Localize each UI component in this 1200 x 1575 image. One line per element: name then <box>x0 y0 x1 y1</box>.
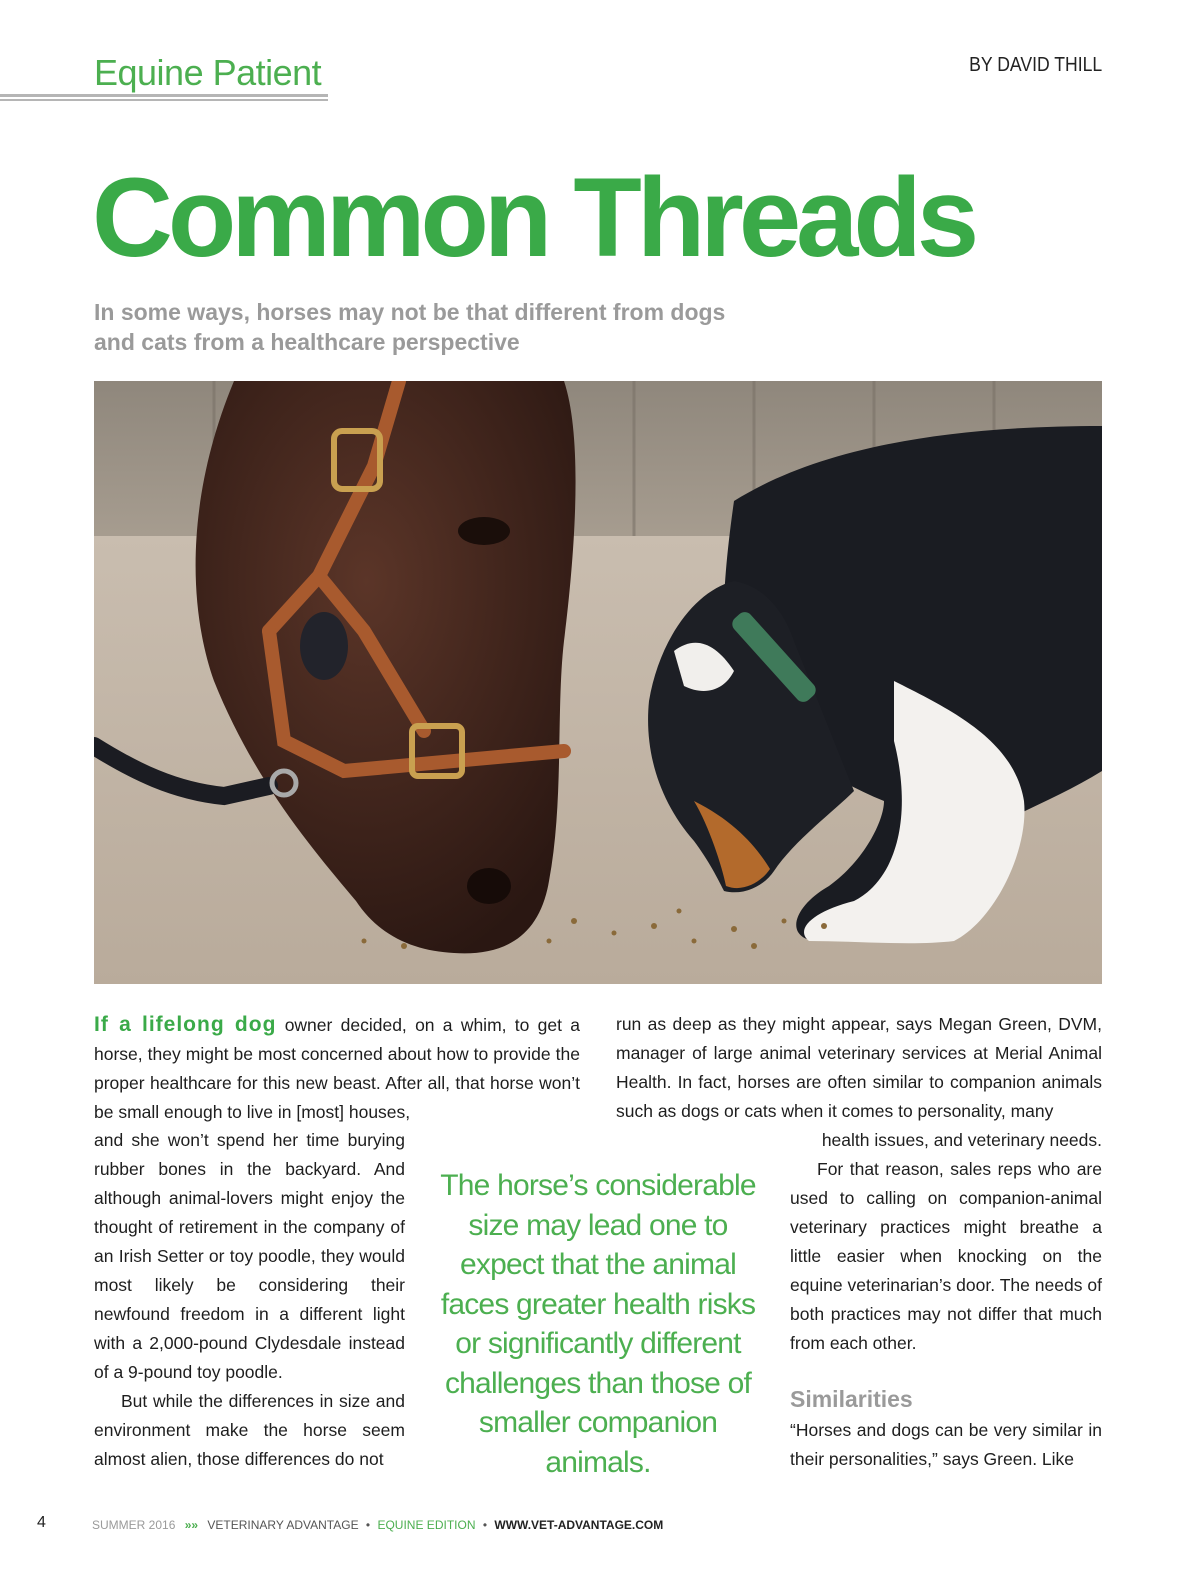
footer-arrows-icon: »» <box>184 1518 199 1532</box>
footer-dot: • <box>365 1518 371 1532</box>
page-footer <box>0 1514 1200 1538</box>
footer-publication: VETERINARY ADVANTAGE <box>207 1518 359 1532</box>
horse-and-dog-photo-icon <box>94 381 1102 984</box>
footer-line <box>92 1518 663 1532</box>
body-column-c <box>94 1126 405 1474</box>
body-text-e: “Horses and dogs can be very similar in their personalities,” says Green. Like <box>790 1420 1102 1469</box>
subhead-similarities: Similarities <box>790 1386 913 1412</box>
footer-season: SUMMER 2016 <box>92 1518 176 1532</box>
section-label: Equine Patient <box>94 52 322 93</box>
body-text-b: run as deep as they might appear, says Megan Green, DVM, manager of large animal veterinary services at Merial Animal Health. In fact, horses are often similar to companion animals such as dogs or cats when it comes to personality, many <box>616 1014 1102 1121</box>
page-number: 4 <box>37 1514 46 1531</box>
footer-edition: EQUINE EDITION <box>377 1518 476 1532</box>
body-text-c2: But while the differences in size and environment make the horse seem almost alien, those differences do not <box>94 1391 405 1469</box>
footer-url-link[interactable]: WWW.VET-ADVANTAGE.COM <box>494 1518 664 1532</box>
byline: BY DAVID THILL <box>968 54 1102 76</box>
body-text-d1: health issues, and veterinary needs. <box>821 1130 1102 1150</box>
body-text-c1: and she won’t spend her time burying rubber bones in the backyard. And although animal-lovers might enjoy the thought of retirement in the company of an Irish Setter or toy poodle, they would most likely be considering their newfound freedom in a different light with a 2,000-pound Clydesdale instead of a 9-pound toy poodle. <box>94 1130 405 1382</box>
body-column-a <box>94 1010 580 1127</box>
section-rule-secondary <box>0 99 328 101</box>
body-text-a: owner decided, on a whim, to get a horse, they might be most concerned about how to provide the proper healthcare for this new beast. After all, that horse won’t be small enough to live in [most] houses, <box>94 1015 580 1122</box>
lead-in: If a lifelong dog <box>94 1013 277 1036</box>
article-title: Common Threads <box>92 155 975 280</box>
pull-quote: The horse’s considerable size may lead one to expect that the animal faces greater health risks or significantly different challenges than those of smaller companion animals. <box>440 1169 756 1479</box>
body-column-d <box>790 1126 1102 1358</box>
body-text-d2: For that reason, sales reps who are used to calling on companion-animal veterinary practices might breathe a little easier when knocking on the equine veterinarian’s door. The needs of both practices may not differ that much from each other. <box>790 1159 1102 1353</box>
footer-dot: • <box>482 1518 488 1532</box>
body-column-e <box>790 1416 1102 1474</box>
body-column-b <box>616 1010 1102 1126</box>
article-subtitle: In some ways, horses may not be that different from dogs and cats from a healthcare perspective <box>94 299 726 355</box>
hero-photo <box>94 381 1102 984</box>
section-rule <box>0 94 328 97</box>
